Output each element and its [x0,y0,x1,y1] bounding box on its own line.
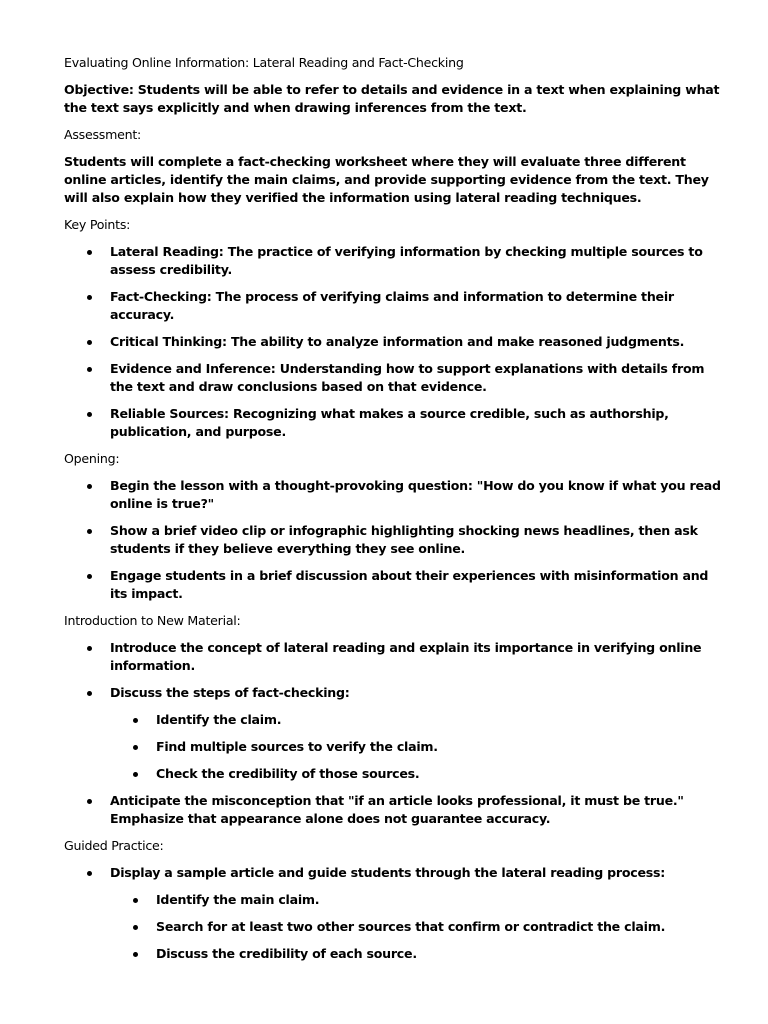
bullet-icon [87,529,92,534]
sub-list-item [64,891,728,909]
bullet-icon [133,718,138,723]
list-item-text: Identify the main claim. [156,892,320,907]
list-item [64,288,728,324]
list-item [64,864,728,882]
list-item [64,792,728,828]
bullet-icon [87,484,92,489]
list-item [64,522,728,558]
list-item [64,567,728,603]
bullet-icon [87,691,92,696]
list-item [64,477,728,513]
list-item-text: Anticipate the misconception that "if an article looks professional, it must be true." Emphasize that appearance alone does not guarantee accuracy. [110,793,684,826]
list-item-text: Display a sample article and guide students through the lateral reading process: [110,865,666,880]
bullet-icon [87,250,92,255]
introduction-list [64,639,728,828]
opening-list [64,477,728,603]
list-item-text: Show a brief video clip or infographic highlighting shocking news headlines, then ask students if they believe everything they see online. [110,523,698,556]
bullet-icon [87,799,92,804]
assessment-text: Students will complete a fact-checking worksheet where they will evaluate three different online articles, identify the main claims, and provide supporting evidence from the text. They will also explain how they verified the information using lateral reading techniques. [64,154,709,205]
list-item-text: Fact-Checking: The process of verifying claims and information to determine their accuracy. [110,289,674,322]
list-item [64,243,728,279]
list-item [64,684,728,702]
bullet-icon [133,925,138,930]
list-item-text: Reliable Sources: Recognizing what makes a source credible, such as authorship, publication, and purpose. [110,406,669,439]
list-item-text: Find multiple sources to verify the claim. [156,739,438,754]
introduction-heading: Introduction to New Material: [64,613,241,628]
document-title: Evaluating Online Information: Lateral Reading and Fact-Checking [64,55,464,70]
list-item-text: Introduce the concept of lateral reading and explain its importance in verifying online information. [110,640,702,673]
bullet-icon [87,646,92,651]
sub-list-item [64,738,728,756]
sub-list-item [64,711,728,729]
bullet-icon [87,295,92,300]
sub-list-item [64,918,728,936]
sub-list-item [64,765,728,783]
list-item-text: Evidence and Inference: Understanding how to support explanations with details from the text and draw conclusions based on that evidence. [110,361,705,394]
bullet-icon [87,574,92,579]
bullet-icon [87,367,92,372]
list-item-text: Identify the claim. [156,712,282,727]
bullet-icon [87,871,92,876]
list-item-text: Search for at least two other sources that confirm or contradict the claim. [156,919,666,934]
list-item-text: Engage students in a brief discussion about their experiences with misinformation and its impact. [110,568,709,601]
guided-practice-list [64,864,728,963]
bullet-icon [133,772,138,777]
list-item-text: Critical Thinking: The ability to analyze information and make reasoned judgments. [110,334,685,349]
bullet-icon [133,745,138,750]
list-item [64,333,728,351]
key-points-heading: Key Points: [64,217,131,232]
list-item [64,639,728,675]
sub-list-item [64,945,728,963]
objective-text: Objective: Students will be able to refer to details and evidence in a text when explaining what the text says explicitly and when drawing inferences from the text. [64,82,720,115]
opening-heading: Opening: [64,451,120,466]
guided-practice-heading: Guided Practice: [64,838,164,853]
list-item-text: Discuss the credibility of each source. [156,946,417,961]
list-item-text: Discuss the steps of fact-checking: [110,685,350,700]
bullet-icon [133,952,138,957]
bullet-icon [87,412,92,417]
list-item-text: Lateral Reading: The practice of verifying information by checking multiple sources to assess credibility. [110,244,703,277]
list-item-text: Begin the lesson with a thought-provoking question: "How do you know if what you read online is true?" [110,478,721,511]
list-item [64,360,728,396]
list-item [64,405,728,441]
bullet-icon [87,340,92,345]
key-points-list [64,243,728,441]
bullet-icon [133,898,138,903]
assessment-heading: Assessment: [64,127,142,142]
list-item-text: Check the credibility of those sources. [156,766,420,781]
